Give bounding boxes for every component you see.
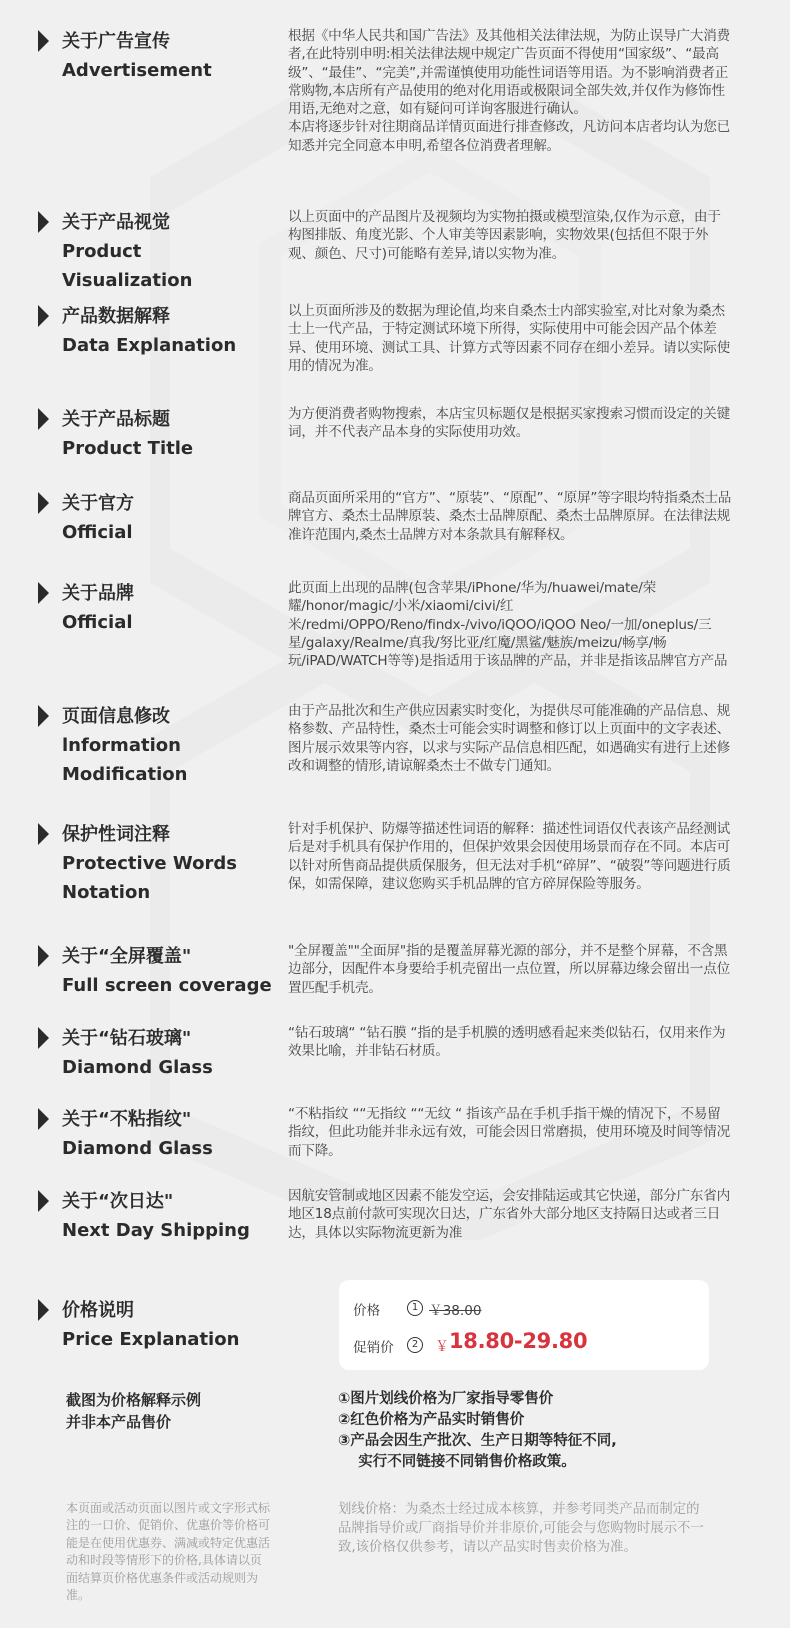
- triangle-bullet-icon: [38, 1108, 49, 1130]
- price-note: 实行不同链接不同销售价格政策。: [338, 1454, 576, 1470]
- triangle-bullet-icon: [38, 823, 49, 845]
- section-title-en: Product Title: [62, 438, 194, 459]
- section-title-zh: 关于官方: [62, 493, 134, 514]
- section-title-en: Data Explanation: [62, 335, 237, 356]
- triangle-bullet-icon: [38, 705, 49, 727]
- yen-sign: ￥: [435, 1339, 449, 1355]
- price-label: 价格: [353, 1303, 381, 1319]
- section-title-en: Official: [62, 522, 133, 543]
- section-description: 以上页面所涉及的数据为理论值,均来自桑杰士内部实验室,对比对象为桑杰士上一代产品，于特定测试环境下所得，实际使用中可能会因产品个体差异、使用环境、测试工具、计算方式等因素不同存在细小差异。请以实际使用的情况为准。: [288, 303, 730, 374]
- circled-number-two: 2: [407, 1337, 423, 1353]
- section-description: 以上页面中的产品图片及视频均为实物拍摄或模型渲染,仅作为示意，由于构图排版、角度光影、个人审美等因素影响，实物效果(包括但不限于外观、颜色、尺寸)可能略有差异,请以实物为准。: [288, 209, 721, 262]
- triangle-bullet-icon: [38, 305, 49, 327]
- section-title-zh: 关于产品视觉: [62, 212, 170, 233]
- price-note: ②红色价格为产品实时销售价: [338, 1412, 525, 1428]
- section-title-zh: 关于品牌: [62, 583, 134, 604]
- section-title-zh: 关于“钻石玻璃": [62, 1028, 192, 1049]
- section-title-zh: 价格说明: [62, 1300, 134, 1321]
- triangle-bullet-icon: [38, 30, 49, 52]
- section-description: 针对手机保护、防爆等描述性词语的解释：描述性词语仅代表该产品经测试后是对手机具有保护作用的，但保护效果会因使用场景而存在不同。本店可以针对所售商品提供质保服务，但无法对手机“碎屏”、“破裂”等问题进行质保，如需保障，建议您购买手机品牌的官方碎屏保险等服务。: [288, 821, 731, 892]
- section-title-en: Next Day Shipping: [62, 1220, 250, 1241]
- triangle-bullet-icon: [38, 582, 49, 604]
- section-title-en: Product Visualization: [62, 241, 193, 291]
- section-title-zh: 保护性词注释: [62, 824, 170, 845]
- section-description: 由于产品批次和生产供应因素实时变化，为提供尽可能准确的产品信息、规格参数、产品特性，桑杰士可能会实时调整和修订以上页面中的文字表述、图片展示效果等内容，以求与实际产品信息相匹配，如遇确实有进行上述修改和调整的情形,请谅解桑杰士不做专门通知。: [288, 703, 730, 774]
- section-title-zh: 关于产品标题: [62, 409, 170, 430]
- section-title-zh: 关于广告宣传: [62, 31, 170, 52]
- promo-price: 18.80-29.80: [449, 1329, 588, 1353]
- section-title-zh: 关于“不粘指纹": [62, 1109, 192, 1130]
- price-example-box: [339, 1280, 709, 1370]
- section-title-en: Diamond Glass: [62, 1057, 213, 1078]
- section-title-en: Price Explanation: [62, 1329, 240, 1350]
- triangle-bullet-icon: [38, 408, 49, 430]
- circled-number-one: 1: [407, 1300, 423, 1316]
- section-description: 因航安管制或地区因素不能发空运，会安排陆运或其它快递，部分广东省内地区18点前付款可实现次日达，广东省外大部分地区支持隔日达或者三日达，具体以实际物流更新为准: [288, 1188, 730, 1241]
- section-description: “不粘指纹 ““无指纹 ““无纹 “ 指该产品在手机手指干燥的情况下，不易留指纹，但此功能并非永远有效，可能会因日常磨损，使用环境及时间等情况而下降。: [288, 1106, 730, 1159]
- section-title-en: Protective Words Notation: [62, 853, 237, 903]
- price-note: ①图片划线价格为厂家指导零售价: [338, 1391, 554, 1407]
- triangle-bullet-icon: [38, 492, 49, 514]
- section-title-zh: 关于“全屏覆盖": [62, 946, 192, 967]
- section-description: 为方便消费者购物搜索，本店宝贝标题仅是根据买家搜索习惯而设定的关键词，并不代表产品本身的实际使用功效。: [288, 406, 730, 441]
- section-title-en: Official: [62, 612, 133, 633]
- section-title-en: Full screen coverage: [62, 975, 272, 996]
- section-title-en: lnformation Modification: [62, 735, 188, 785]
- section-description: "全屏覆盖""全面屏"指的是覆盖屏幕光源的部分，并不是整个屏幕，不含黑边部分，因配件本身要给手机壳留出一点位置，所以屏幕边缘会留出一点位置匹配手机壳。: [288, 943, 730, 996]
- price-notes: [338, 1389, 617, 1473]
- section-title-zh: 页面信息修改: [62, 706, 170, 727]
- triangle-bullet-icon: [38, 1027, 49, 1049]
- section-title-zh: 关于“次日达": [62, 1191, 174, 1212]
- section-description: 此页面上出现的品牌(包含苹果/iPhone/华为/huawei/mate/荣耀/honor/magic/小米/xiaomi/civi/红米/redmi/OPPO/Reno/findx-/vivo/iQOO/iQOO Neo/一加/oneplus/三星/galaxy/Realme/真我/努比亚/红魔/黑鲨/魅族/meizu/畅享/畅玩/iPAD/WATCH等等)是指适用于该品牌的产品，并非是指该品牌官方产品: [288, 580, 728, 670]
- triangle-bullet-icon: [38, 211, 49, 233]
- triangle-bullet-icon: [38, 1299, 49, 1321]
- promo-price-label: 促销价: [353, 1340, 394, 1356]
- original-price: ￥38.00: [429, 1303, 482, 1319]
- price-note: ③产品会因生产批次、生产日期等特征不同,: [338, 1433, 617, 1449]
- section-description: “钻石玻璃“ “钻石膜 “指的是手机膜的透明感看起来类似钻石，仅用来作为效果比喻，并非钻石材质。: [288, 1025, 726, 1060]
- triangle-bullet-icon: [38, 1190, 49, 1212]
- section-description: 根据《中华人民共和国广告法》及其他相关法律法规，为防止误导广大消费者,在此特别申明:相关法律法规中规定广告页面不得使用“国家级”、“最高级”、“最佳”、“完美”,并需谨慎使用功能性词语等用语。为不影响消费者正常购物,本店所有产品使用的绝对化用语或极限词全部失效,并仅作为修饰性用语,无绝对之意，如有疑问可详询客服进行确认。 本店将逐步针对往期商品详情页面进行排查修改，凡访问本店者均认为您已知悉并完全同意本申明,希望各位消费者理解。: [288, 28, 730, 154]
- section-title-en: Advertisement: [62, 60, 212, 81]
- section-title-en: Diamond Glass: [62, 1138, 213, 1159]
- triangle-bullet-icon: [38, 945, 49, 967]
- footer-disclaimer-left: 本页面或活动页面以图片或文字形式标注的一口价、促销价、优惠价等价格可能是在使用优惠券、满减或特定优惠活动和时段等情形下的价格,具体请以页面结算页价格优惠条件或活动规则为准。: [66, 1501, 271, 1603]
- section-title-zh: 产品数据解释: [62, 306, 170, 327]
- footer-disclaimer-right: 划线价格：为桑杰士经过成本核算，并参考同类产品而制定的品牌指导价或厂商指导价并非原价,可能会与您购物时展示不一致,该价格仅供参考，请以产品实时售卖价格为准。: [338, 1502, 704, 1555]
- section-description: 商品页面所采用的“官方”、“原装”、“原配”、“原屏”等字眼均特指桑杰士品牌官方、桑杰士品牌原装、桑杰士品牌原配、桑杰士品牌原屏。在法律法规准许范围内,桑杰士品牌方对本条款具有解释权。: [288, 490, 732, 543]
- example-note: 截图为价格解释示例 并非本产品售价: [66, 1391, 202, 1431]
